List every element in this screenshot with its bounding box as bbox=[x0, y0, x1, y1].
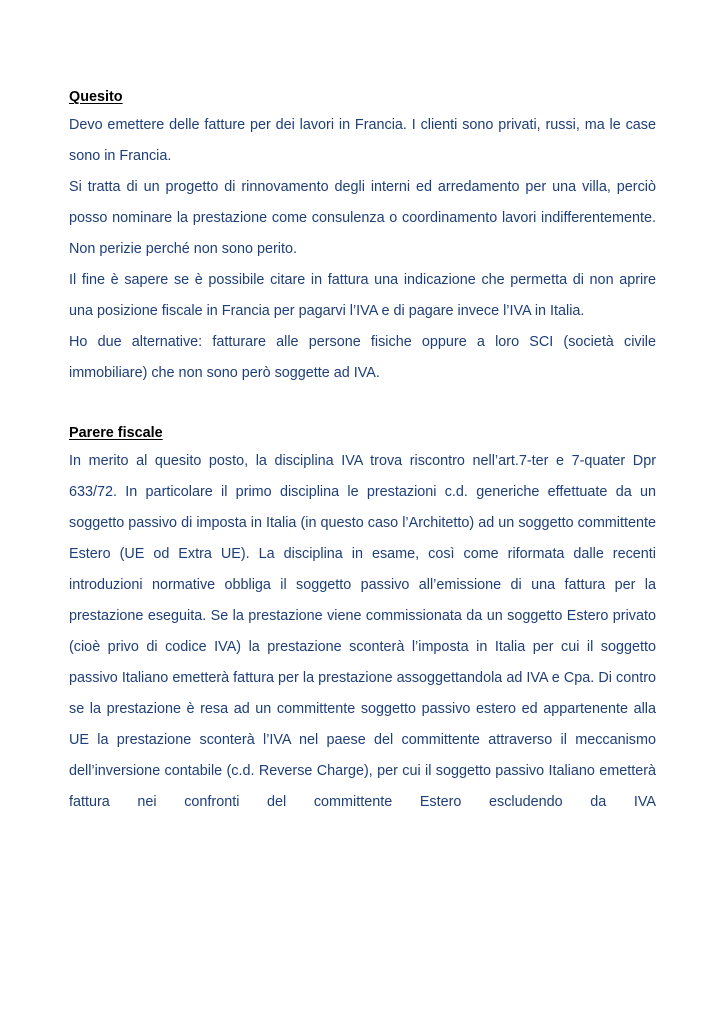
section-heading-quesito: Quesito bbox=[69, 89, 123, 105]
quesito-paragraph-3: Il fine è sapere se è possibile citare in fattura una indicazione che permetta di non aprire una posizione fiscale in Francia per pagarvi l’IVA e di pagare invece l’IVA in Italia. bbox=[69, 272, 656, 319]
parere-paragraph: In merito al quesito posto, la disciplina IVA trova riscontro nell’art.7-ter e 7-quater Dpr 633/72. In particolare il primo disciplina le prestazioni c.d. generiche effettuate da un soggetto passivo di imposta in Italia (in questo caso l’Architetto) ad un soggetto committente Estero (UE od Extra UE). La disciplina in esame, così come riformata dalle recenti introduzioni normative obbliga il soggetto passivo all’emissione di una fattura per la prestazione eseguita. Se la prestazione viene commissionata da un soggetto Estero privato (cioè privo di codice IVA) la prestazione sconterà l’imposta in Italia per cui il soggetto passivo Italiano emetterà fattura per la prestazione assoggettandola ad IVA e Cpa. Di contro se la prestazione è resa ad un committente soggetto passivo estero ed appartenente alla UE la prestazione sconterà l’IVA nel paese del committente attraverso il meccanismo dell’inversione contabile (c.d. Reverse Charge), per cui il soggetto passivo Italiano emetterà fattura nei confronti del committente Estero escludendo da IVA bbox=[69, 453, 656, 810]
quesito-paragraph-4: Ho due alternative: fatturare alle persone fisiche oppure a loro SCI (società civile immobiliare) che non sono però soggette ad IVA. bbox=[69, 334, 656, 381]
section-spacer bbox=[69, 389, 656, 420]
quesito-paragraph-2: Si tratta di un progetto di rinnovamento degli interni ed arredamento per una villa, perciò posso nominare la prestazione come consulenza o coordinamento lavori indifferentemente. Non perizie perché non sono perito. bbox=[69, 179, 656, 257]
quesito-paragraph-1: Devo emettere delle fatture per dei lavori in Francia. I clienti sono privati, russi, ma le case sono in Francia. bbox=[69, 117, 656, 164]
section-heading-parere-fiscale: Parere fiscale bbox=[69, 425, 163, 441]
document-body bbox=[69, 84, 656, 818]
